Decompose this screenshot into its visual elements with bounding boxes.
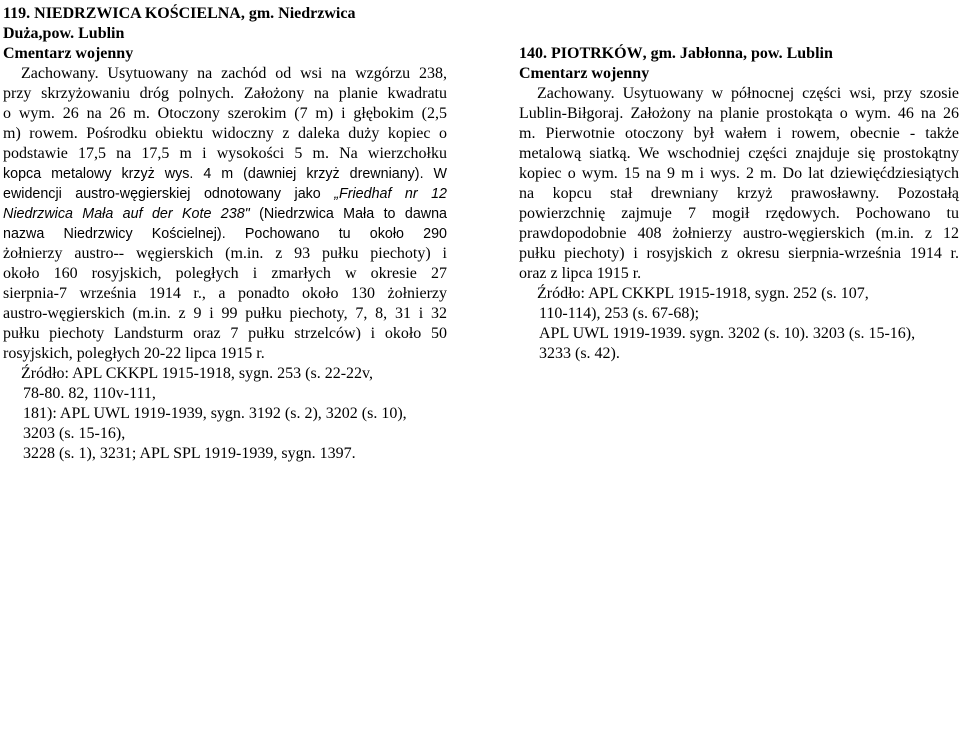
body-line: Zachowany. Usytuowany w północnej części wsi, przy szosie [537, 85, 959, 102]
heading-suffix: , gm. Jabłonna, pow. Lublin [642, 45, 833, 62]
entry-140-heading [519, 44, 959, 64]
body-line: Zachowany. Usytuowany na zachód od wsi na wzgórzu 238, [21, 65, 447, 82]
body-line: kopiec o wym. 15 na 9 m i wys. 2 m. Do lat dziewięćdziesiątych [519, 165, 959, 182]
source-line: 110-114), 253 (s. 67-68); [539, 305, 700, 322]
body-line: sierpnia-7 września 1914 r., a ponadto około 130 żołnierzy [3, 285, 447, 302]
place-name: IEDRZWICA KOŚCIELNA [45, 5, 241, 22]
body-line: m) rowem. Pośrodku obiektu widoczny z daleka duży kopiec o [3, 125, 447, 142]
body-line: pułku piechoty) i rosyjskich z okresu sierpnia-września 1914 r. [519, 245, 959, 262]
body-line: na kopcu stał drewniany krzyż prawosławny. Pozostałą [519, 185, 959, 202]
body-line: nazwa Niedrzwicy Kościelnej). Pochowano tu około 290 [3, 226, 447, 242]
source-line: Źródło: APL CKKPL 1915-1918, sygn. 253 (s. 22-22v, [21, 365, 373, 382]
body-line: żołnierzy austro-- węgierskich (m.in. z 93 pułku piechoty) i [3, 245, 447, 262]
body-line: podstawie 17,5 na 17,5 m i wysokości 5 m. Na wierzchołku [3, 145, 447, 162]
source-line: APL UWL 1919-1939. sygn. 3202 (s. 10). 3203 (s. 15-16), [539, 325, 916, 342]
place-name: PIOTRKÓW [551, 45, 643, 62]
body-line: Lublin-Biłgoraj. Założony na planie prostokąta o wym. 46 na 26 [519, 105, 959, 122]
body-line: o wym. 26 na 26 m. Otoczony szerokim (7 m) i głębokim (2,5 [3, 105, 447, 122]
body-line: przy skrzyżowaniu dróg polnych. Założony na planie kwadratu [3, 85, 447, 102]
body-line: Niedrzwica Mała auf der Kote 238" (Niedrzwica Mała to dawna [3, 206, 448, 222]
body-line: m. Pierwotnie otoczony był wałem i rowem, obecnie - także [519, 125, 959, 142]
entry-119-subtitle: Cmentarz wojenny [3, 45, 134, 62]
source-line: 3228 (s. 1), 3231; APL SPL 1919-1939, sygn. 1397. [23, 445, 356, 462]
body-line: prawdopodobnie 408 żołnierzy austro-węgierskich (m.in. z 12 [519, 225, 959, 242]
body-line: austro-węgierskich (m.in. z 9 i 99 pułku piechoty, 7, 8, 31 i 32 [3, 305, 447, 322]
place-name-initial: N [34, 5, 46, 22]
body-line: oraz z lipca 1915 r. [519, 265, 642, 282]
entry-140 [519, 44, 959, 364]
body-line: pułku piechoty Landsturm oraz 7 pułku strzelców) i około 50 [3, 325, 447, 342]
source-line: 3233 (s. 42). [539, 345, 620, 362]
body-line: ewidencji austro-węgierskiej odnotowany jako „Friedhaf nr 12 [3, 186, 447, 202]
entry-119 [3, 4, 447, 464]
source-line: Źródło: APL CKKPL 1915-1918, sygn. 252 (s. 107, [537, 285, 869, 302]
entry-119-heading [3, 4, 447, 24]
body-line: powierzchnię zajmuje 7 mogił rzędowych. Pochowano tu [519, 205, 959, 222]
source-line: 3203 (s. 15-16), [23, 425, 126, 442]
source-line: 181): APL UWL 1919-1939, sygn. 3192 (s. 2), 3202 (s. 10), [23, 405, 407, 422]
entry-number: 119. [3, 5, 31, 22]
entry-number: 140. [519, 45, 551, 62]
body-line: kopca metalowy krzyż wys. 4 m (dawniej krzyż drewniany). W [3, 166, 447, 182]
heading-suffix: , gm. Niedrzwica [240, 5, 356, 22]
source-line: 78-80. 82, 110v-111, [23, 385, 156, 402]
body-line: metalową siatką. We wschodniej części znajduje się prostokątny [519, 145, 959, 162]
entry-119-heading-cont: Duża,pow. Lublin [3, 25, 125, 42]
body-line: rosyjskich, poległych 20-22 lipca 1915 r. [3, 345, 265, 362]
entry-140-subtitle: Cmentarz wojenny [519, 65, 650, 82]
body-line: około 160 rosyjskich, poległych i zmarłych w okresie 27 [3, 265, 447, 282]
